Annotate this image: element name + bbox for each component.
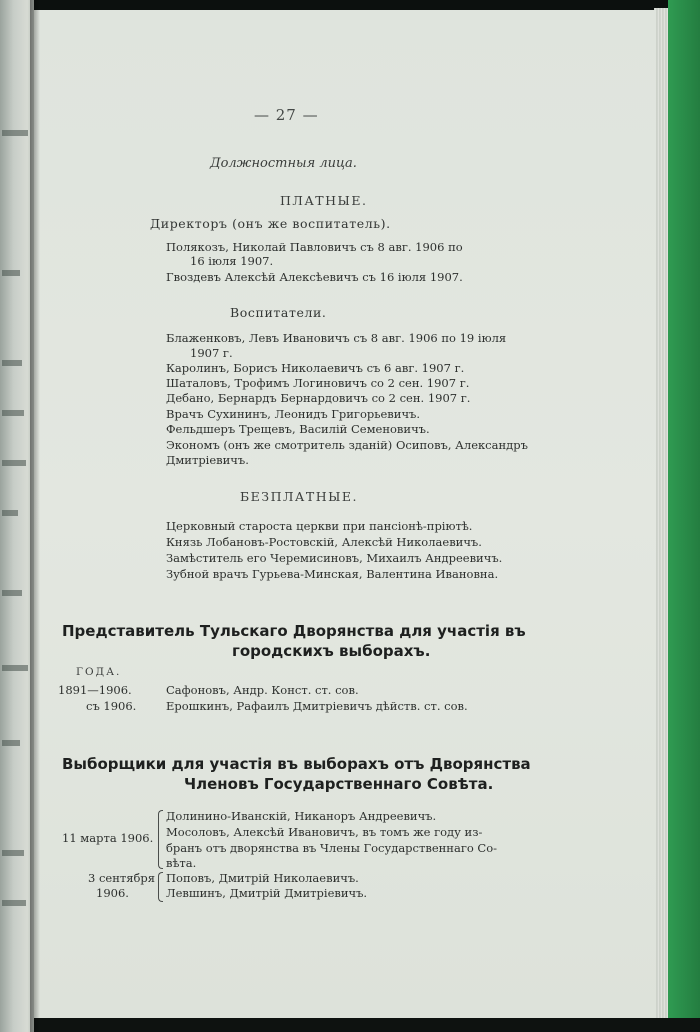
director-line: Гвоздевъ Алексѣй Алексѣевичъ съ 16 іюля 1907. [166,270,463,284]
educator-line: 1907 г. [190,346,233,360]
educator-line: Блаженковъ, Левъ Ивановичъ съ 8 авг. 1906 по 19 іюля [166,331,507,345]
elector-line: Мосоловъ, Алексѣй Ивановичъ, въ томъ же году из- [166,825,483,839]
tula-years: 1891—1906. [58,683,132,697]
educator-line: Фельдшеръ Трещевъ, Василій Семеновичъ. [166,422,430,436]
educator-line: Дмитріевичъ. [166,453,249,467]
bottom-dark-edge [34,1018,700,1032]
director-line: 16 іюля 1907. [190,254,274,268]
electors-heading-cont: Членовъ Государственнаго Совѣта. [184,775,494,793]
director-line: Полякозъ, Николай Павловичъ съ 8 авг. 1906 по [166,240,463,254]
elector-date: 3 сентября [88,871,156,885]
unpaid-line: Князь Лобановъ-Ростовскій, Алексѣй Николаевичъ. [166,535,482,549]
elector-date: 1906. [96,886,129,900]
paid-heading: ПЛАТНЫЕ. [280,193,368,208]
educator-line: Шаталовъ, Трофимъ Логиновичъ со 2 сен. 1907 г. [166,376,470,390]
top-dark-edge [0,0,700,10]
book-page [34,10,656,1018]
educator-line: Каролинъ, Борисъ Николаевичъ съ 6 авг. 1907 г. [166,361,465,375]
elector-line: Поповъ, Дмитрій Николаевичъ. [166,871,359,885]
facing-page-text-fragment [2,410,24,416]
elector-line: Левшинъ, Дмитрій Дмитріевичъ. [166,886,368,900]
facing-page-edge [0,0,34,1032]
group-brace [158,810,163,869]
tula-name: Сафоновъ, Андр. Конст. ст. сов. [166,683,359,697]
unpaid-line: Замѣститель его Черемисиновъ, Михаилъ Андреевичъ. [166,551,503,565]
facing-page-text-fragment [2,900,26,906]
page-number: — 27 — [254,106,319,124]
unpaid-line: Зубной врачъ Гурьева-Минская, Валентина Ивановна. [166,567,499,581]
facing-page-text-fragment [2,590,22,596]
tula-heading: Представитель Тульскаго Дворянства для участія въ [62,622,526,640]
officials-title: Должностныя лица. [210,156,357,171]
facing-page-text-fragment [2,130,28,136]
director-heading: Директоръ (онъ же воспитатель). [150,216,391,231]
tula-heading-cont: городскихъ выборахъ. [232,642,431,660]
facing-page-text-fragment [2,460,26,466]
educator-line: Дебано, Бернардъ Бернардовичъ со 2 сен. 1907 г. [166,391,471,405]
educator-line: Врачъ Сухининъ, Леонидъ Григорьевичъ. [166,407,421,421]
tula-name: Ерошкинъ, Рафаилъ Дмитріевичъ дѣйств. ст. сов. [166,699,468,713]
green-book-cover [668,0,700,1032]
facing-page-text-fragment [2,850,24,856]
educator-line: Экономъ (онъ же смотритель зданій) Осиповъ, Александръ [166,438,528,452]
years-label: ГОДА. [76,666,122,678]
facing-page-text-fragment [2,740,20,746]
tula-years: съ 1906. [86,699,137,713]
elector-date: 11 марта 1906. [62,831,154,845]
facing-page-text-fragment [2,270,20,276]
unpaid-line: Церковный староста церкви при пансіонѣ-пріютѣ. [166,519,473,533]
group-brace [158,872,163,902]
elector-line: Долинино-Иванскій, Никаноръ Андреевичъ. [166,809,437,823]
page-stack-edge [654,8,668,1020]
electors-heading: Выборщики для участія въ выборахъ отъ Дворянства [62,755,531,773]
elector-line: бранъ отъ дворянства въ Члены Государственнаго Со- [166,841,498,855]
facing-page-text-fragment [2,665,28,671]
educators-heading: Воспитатели. [230,305,327,320]
facing-page-text-fragment [2,510,18,516]
spine-shadow [30,0,40,1032]
elector-line: вѣта. [166,856,197,870]
facing-page-text-fragment [2,360,22,366]
unpaid-heading: БЕЗПЛАТНЫЕ. [240,489,359,504]
